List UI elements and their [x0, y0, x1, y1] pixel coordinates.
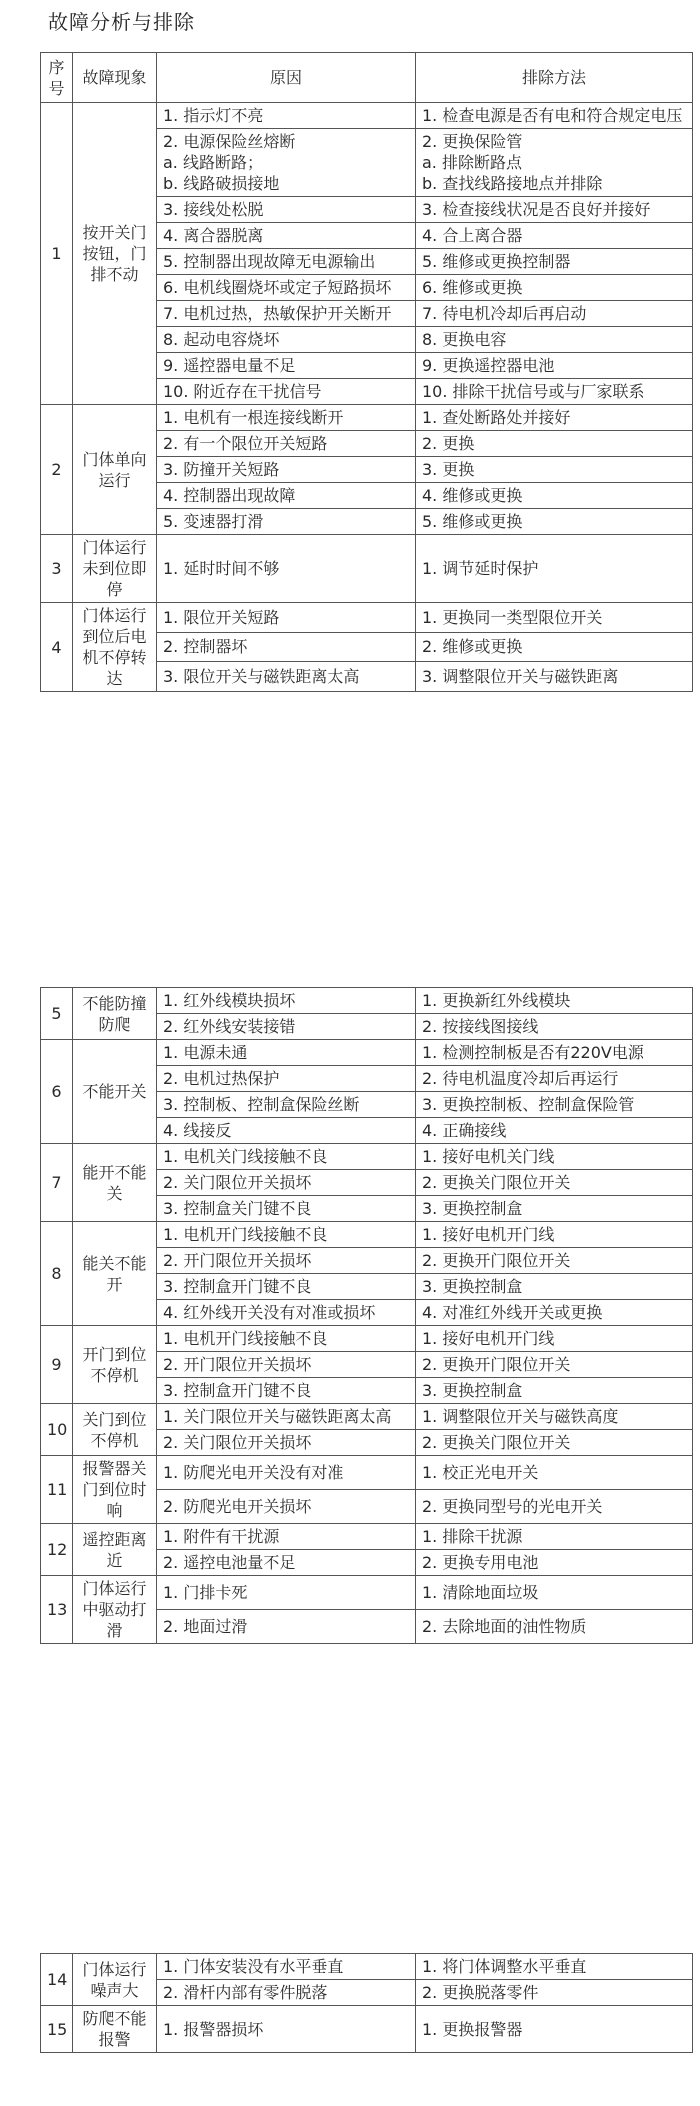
fault-cause: 4. 红外线开关没有对准或损坏 [157, 1300, 416, 1326]
fault-number: 10 [41, 1404, 73, 1456]
fault-cause: 1. 关门限位开关与磁铁距离太高 [157, 1404, 416, 1430]
table-row [41, 1456, 693, 1490]
fault-rows [41, 103, 693, 692]
fault-symptom: 不能开关 [73, 1040, 157, 1144]
fault-number: 1 [41, 103, 73, 405]
fault-number: 8 [41, 1222, 73, 1326]
fault-number: 14 [41, 1954, 73, 2006]
fault-cause: 1. 电机关门线接触不良 [157, 1144, 416, 1170]
fault-remedy: 2. 更换开门限位开关 [416, 1352, 693, 1378]
fault-cause: 1. 电机有一根连接线断开 [157, 405, 416, 431]
fault-cause: 1. 防爬光电开关没有对准 [157, 1456, 416, 1490]
fault-cause: 1. 指示灯不亮 [157, 103, 416, 129]
table-row [41, 535, 693, 603]
fault-remedy: 4. 合上离合器 [416, 223, 693, 249]
fault-remedy: 6. 维修或更换 [416, 275, 693, 301]
fault-remedy: 1. 排除干扰源 [416, 1524, 693, 1550]
fault-cause: 3. 控制盒关门键不良 [157, 1196, 416, 1222]
fault-cause: 9. 遥控器电量不足 [157, 353, 416, 379]
fault-number: 6 [41, 1040, 73, 1144]
header-cause: 原因 [157, 53, 416, 103]
fault-cause: 1. 门排卡死 [157, 1576, 416, 1610]
fault-symptom: 报警器关门到位时响 [73, 1456, 157, 1524]
fault-rows [41, 1954, 693, 2053]
fault-remedy: 1. 将门体调整水平垂直 [416, 1954, 693, 1980]
fault-number: 3 [41, 535, 73, 603]
fault-remedy: 2. 去除地面的油性物质 [416, 1610, 693, 1644]
fault-remedy: 1. 校正光电开关 [416, 1456, 693, 1490]
fault-cause: 5. 变速器打滑 [157, 509, 416, 535]
fault-cause: 2. 控制器坏 [157, 632, 416, 662]
fault-table-part-3 [40, 1953, 693, 2053]
fault-cause: 3. 控制盒开门键不良 [157, 1378, 416, 1404]
fault-remedy: 5. 维修或更换 [416, 509, 693, 535]
table-row [41, 603, 693, 633]
fault-remedy: 2. 维修或更换 [416, 632, 693, 662]
fault-cause: 1. 电源未通 [157, 1040, 416, 1066]
fault-cause: 3. 接线处松脱 [157, 197, 416, 223]
fault-symptom: 门体运行噪声大 [73, 1954, 157, 2006]
fault-remedy: 7. 待电机冷却后再启动 [416, 301, 693, 327]
fault-remedy: 9. 更换遥控器电池 [416, 353, 693, 379]
fault-cause: 3. 控制板、控制盒保险丝断 [157, 1092, 416, 1118]
header-symptom: 故障现象 [73, 53, 157, 103]
document-title: 故障分析与排除 [48, 10, 195, 34]
fault-cause: 1. 电机开门线接触不良 [157, 1222, 416, 1248]
table-row [41, 1954, 693, 1980]
fault-symptom: 门体运行中驱动打滑 [73, 1576, 157, 1644]
fault-remedy: 4. 维修或更换 [416, 483, 693, 509]
fault-cause: 2. 遥控电池量不足 [157, 1550, 416, 1576]
header-no: 序号 [41, 53, 73, 103]
fault-cause: 1. 报警器损坏 [157, 2006, 416, 2053]
fault-cause: 10. 附近存在干扰信号 [157, 379, 416, 405]
fault-remedy: 4. 对准红外线开关或更换 [416, 1300, 693, 1326]
fault-cause: 2. 防爬光电开关损坏 [157, 1490, 416, 1524]
fault-number: 9 [41, 1326, 73, 1404]
fault-number: 2 [41, 405, 73, 535]
fault-remedy: 4. 正确接线 [416, 1118, 693, 1144]
fault-cause: 2. 电机过热保护 [157, 1066, 416, 1092]
fault-cause: 1. 附件有干扰源 [157, 1524, 416, 1550]
fault-remedy: 1. 调节延时保护 [416, 535, 693, 603]
fault-remedy: 2. 按接线图接线 [416, 1014, 693, 1040]
fault-cause: 2. 有一个限位开关短路 [157, 431, 416, 457]
fault-remedy: 10. 排除干扰信号或与厂家联系 [416, 379, 693, 405]
fault-remedy: 2. 更换关门限位开关 [416, 1170, 693, 1196]
fault-symptom: 门体运行未到位即停 [73, 535, 157, 603]
fault-remedy: 3. 更换控制盒 [416, 1378, 693, 1404]
fault-cause: 2. 红外线安装接错 [157, 1014, 416, 1040]
fault-remedy: 3. 更换控制盒 [416, 1274, 693, 1300]
fault-symptom: 不能防撞防爬 [73, 988, 157, 1040]
fault-remedy: 5. 维修或更换控制器 [416, 249, 693, 275]
fault-number: 4 [41, 603, 73, 692]
fault-rows [41, 988, 693, 1644]
fault-cause: 2. 关门限位开关损坏 [157, 1170, 416, 1196]
fault-remedy: 2. 更换同型号的光电开关 [416, 1490, 693, 1524]
fault-remedy: 1. 更换同一类型限位开关 [416, 603, 693, 633]
fault-cause: 2. 滑杆内部有零件脱落 [157, 1980, 416, 2006]
table-row [41, 1404, 693, 1430]
fault-symptom: 防爬不能报警 [73, 2006, 157, 2053]
fault-cause: 2. 电源保险丝熔断 a. 线路断路； b. 线路破损接地 [157, 129, 416, 197]
fault-remedy: 8. 更换电容 [416, 327, 693, 353]
fault-symptom: 能开不能关 [73, 1144, 157, 1222]
fault-number: 11 [41, 1456, 73, 1524]
fault-cause: 1. 限位开关短路 [157, 603, 416, 633]
fault-cause: 6. 电机线圈烧坏或定子短路损坏 [157, 275, 416, 301]
fault-remedy: 1. 检测控制板是否有220V电源 [416, 1040, 693, 1066]
fault-cause: 2. 关门限位开关损坏 [157, 1430, 416, 1456]
fault-cause: 2. 开门限位开关损坏 [157, 1248, 416, 1274]
fault-cause: 1. 门体安装没有水平垂直 [157, 1954, 416, 1980]
fault-symptom: 能关不能开 [73, 1222, 157, 1326]
fault-cause: 2. 地面过滑 [157, 1610, 416, 1644]
fault-remedy: 1. 调整限位开关与磁铁高度 [416, 1404, 693, 1430]
fault-remedy: 3. 检查接线状况是否良好并接好 [416, 197, 693, 223]
table-row [41, 103, 693, 129]
table-row [41, 1040, 693, 1066]
table-row [41, 1524, 693, 1550]
fault-cause: 3. 限位开关与磁铁距离太高 [157, 662, 416, 692]
fault-symptom: 遥控距离近 [73, 1524, 157, 1576]
table-row [41, 1576, 693, 1610]
fault-remedy: 2. 更换 [416, 431, 693, 457]
fault-remedy: 1. 检查电源是否有电和符合规定电压 [416, 103, 693, 129]
fault-number: 5 [41, 988, 73, 1040]
fault-cause: 1. 红外线模块损坏 [157, 988, 416, 1014]
fault-remedy: 2. 更换开门限位开关 [416, 1248, 693, 1274]
fault-symptom: 开门到位不停机 [73, 1326, 157, 1404]
fault-remedy: 1. 更换新红外线模块 [416, 988, 693, 1014]
fault-cause: 4. 线接反 [157, 1118, 416, 1144]
fault-number: 13 [41, 1576, 73, 1644]
fault-remedy: 3. 更换控制盒 [416, 1196, 693, 1222]
fault-cause: 1. 电机开门线接触不良 [157, 1326, 416, 1352]
fault-cause: 3. 控制盒开门键不良 [157, 1274, 416, 1300]
fault-remedy: 2. 更换脱落零件 [416, 1980, 693, 2006]
fault-cause: 8. 起动电容烧坏 [157, 327, 416, 353]
fault-remedy: 1. 接好电机开门线 [416, 1326, 693, 1352]
table-row [41, 1144, 693, 1170]
fault-remedy: 2. 更换专用电池 [416, 1550, 693, 1576]
fault-cause: 7. 电机过热，热敏保护开关断开 [157, 301, 416, 327]
fault-remedy: 1. 更换报警器 [416, 2006, 693, 2053]
fault-remedy: 3. 调整限位开关与磁铁距离 [416, 662, 693, 692]
fault-remedy: 2. 更换关门限位开关 [416, 1430, 693, 1456]
table-row [41, 1326, 693, 1352]
fault-remedy: 2. 更换保险管 a. 排除断路点 b. 查找线路接地点并排除 [416, 129, 693, 197]
fault-remedy: 1. 查处断路处并接好 [416, 405, 693, 431]
fault-cause: 5. 控制器出现故障无电源输出 [157, 249, 416, 275]
fault-remedy: 3. 更换控制板、控制盒保险管 [416, 1092, 693, 1118]
fault-symptom: 关门到位不停机 [73, 1404, 157, 1456]
fault-table-part-1 [40, 52, 693, 692]
fault-symptom: 门体单向运行 [73, 405, 157, 535]
fault-number: 15 [41, 2006, 73, 2053]
fault-cause: 2. 开门限位开关损坏 [157, 1352, 416, 1378]
fault-remedy: 3. 更换 [416, 457, 693, 483]
fault-remedy: 1. 清除地面垃圾 [416, 1576, 693, 1610]
fault-cause: 3. 防撞开关短路 [157, 457, 416, 483]
fault-cause: 4. 控制器出现故障 [157, 483, 416, 509]
fault-cause: 4. 离合器脱离 [157, 223, 416, 249]
fault-symptom: 按开关门按钮，门排不动 [73, 103, 157, 405]
fault-remedy: 2. 待电机温度冷却后再运行 [416, 1066, 693, 1092]
fault-table-part-2 [40, 987, 693, 1644]
table-row [41, 1222, 693, 1248]
fault-number: 7 [41, 1144, 73, 1222]
header-remedy: 排除方法 [416, 53, 693, 103]
table-row [41, 405, 693, 431]
fault-cause: 1. 延时时间不够 [157, 535, 416, 603]
table-row [41, 988, 693, 1014]
table-header-row [41, 53, 693, 103]
fault-symptom: 门体运行到位后电机不停转达 [73, 603, 157, 692]
fault-remedy: 1. 接好电机关门线 [416, 1144, 693, 1170]
table-row [41, 2006, 693, 2053]
fault-number: 12 [41, 1524, 73, 1576]
fault-remedy: 1. 接好电机开门线 [416, 1222, 693, 1248]
